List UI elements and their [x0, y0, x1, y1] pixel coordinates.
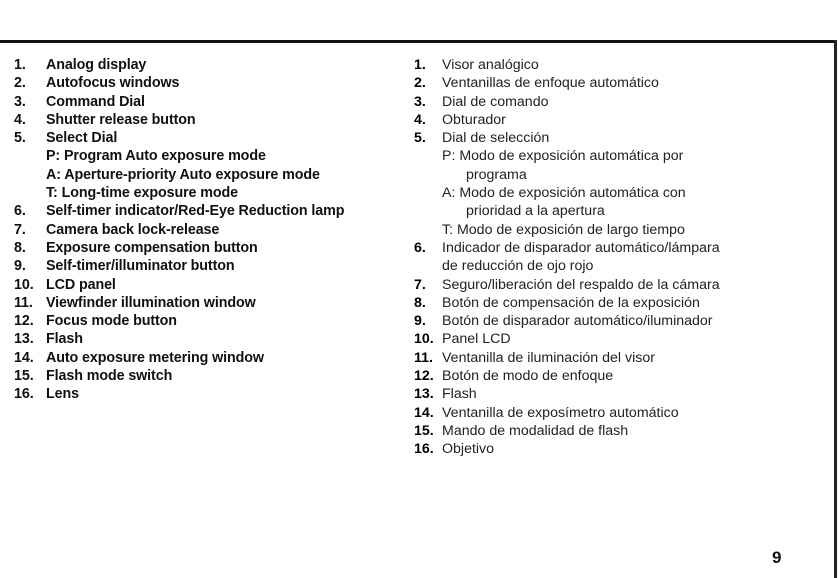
item-number: 6.: [414, 239, 426, 256]
item-number: 9.: [414, 313, 426, 330]
list-item: [414, 422, 824, 440]
top-rule: [0, 40, 834, 43]
item-number: 11.: [14, 294, 33, 311]
english-parts-list: [14, 56, 394, 404]
list-item: [414, 202, 824, 220]
list-item: [414, 349, 824, 367]
item-label: Autofocus windows: [46, 75, 180, 92]
item-number: 3.: [414, 93, 426, 110]
item-number: 9.: [14, 258, 26, 275]
item-number: 15.: [14, 368, 34, 385]
item-number: 5.: [414, 130, 426, 147]
list-item: [414, 93, 824, 111]
list-item: [414, 74, 824, 92]
item-label: P: Program Auto exposure mode: [46, 148, 266, 165]
item-number: 14.: [414, 404, 434, 421]
item-label: de reducción de ojo rojo: [442, 258, 594, 275]
list-item: [414, 367, 824, 385]
item-number: 3.: [14, 93, 26, 110]
list-item: [414, 404, 824, 422]
item-label: Obturador: [442, 111, 506, 128]
list-item: [414, 294, 824, 312]
item-number: [414, 147, 442, 165]
list-item: [414, 111, 824, 129]
list-item: [414, 312, 824, 330]
list-item: [14, 330, 394, 348]
item-number: 2.: [414, 75, 426, 92]
item-label: Flash mode switch: [46, 368, 173, 385]
item-label: Botón de compensación de la exposición: [442, 294, 700, 311]
item-label: Shutter release button: [46, 111, 196, 128]
item-label: Flash: [46, 331, 83, 348]
item-number: 15.: [414, 422, 434, 439]
list-item: [14, 129, 394, 147]
item-label: T: Modo de exposición de largo tiempo: [442, 221, 685, 238]
list-item: [414, 276, 824, 294]
list-item: [14, 111, 394, 129]
item-number: 16.: [14, 386, 34, 403]
item-number: 10.: [414, 331, 434, 348]
item-label: Exposure compensation button: [46, 239, 258, 256]
list-item: [414, 56, 824, 74]
list-item: [14, 166, 394, 184]
item-label: Ventanillas de enfoque automático: [442, 75, 659, 92]
item-label: Ventanilla de exposímetro automático: [442, 404, 679, 421]
list-item: [414, 221, 824, 239]
list-item: [414, 129, 824, 147]
item-number: [14, 184, 46, 202]
item-number: 5.: [14, 130, 26, 147]
item-label: Camera back lock-release: [46, 221, 220, 238]
page-number: 9: [772, 548, 782, 567]
item-label: Select Dial: [46, 130, 118, 147]
item-label: programa: [466, 166, 527, 183]
item-number: 7.: [414, 276, 426, 293]
item-number: 11.: [414, 349, 433, 366]
list-item: [14, 312, 394, 330]
list-item: [14, 385, 394, 403]
item-label: Auto exposure metering window: [46, 349, 264, 366]
spanish-parts-list: [414, 56, 824, 459]
item-label: A: Aperture-priority Auto exposure mode: [46, 166, 320, 183]
list-item: [14, 147, 394, 165]
item-label: Mando de modalidad de flash: [442, 422, 629, 439]
item-label: Flash: [442, 386, 477, 403]
list-item: [14, 349, 394, 367]
item-label: Focus mode button: [46, 313, 177, 330]
page-edge: [834, 40, 837, 578]
item-label: P: Modo de exposición automática por: [442, 148, 684, 165]
list-item: [14, 56, 394, 74]
item-number: 13.: [14, 331, 34, 348]
item-label: Botón de disparador automático/iluminador: [442, 313, 713, 330]
list-item: [414, 330, 824, 348]
list-item: [14, 221, 394, 239]
item-number: 2.: [14, 75, 26, 92]
item-label: Dial de selección: [442, 130, 550, 147]
item-number: 1.: [414, 57, 426, 73]
item-number: [414, 257, 442, 275]
item-label: Viewfinder illumination window: [46, 294, 256, 311]
item-number: [14, 147, 46, 165]
item-label: Indicador de disparador automático/lámpara: [442, 239, 720, 256]
list-item: [14, 184, 394, 202]
list-item: [14, 257, 394, 275]
list-item: [14, 239, 394, 257]
item-label: Self-timer/illuminator button: [46, 258, 235, 275]
item-label: Panel LCD: [442, 331, 511, 348]
list-item: [414, 385, 824, 403]
list-item: [14, 93, 394, 111]
list-item: [14, 367, 394, 385]
item-number: [414, 184, 442, 202]
list-item: [414, 257, 824, 275]
list-item: [414, 166, 824, 184]
item-label: Self-timer indicator/Red-Eye Reduction lamp: [46, 203, 345, 220]
item-number: 14.: [14, 349, 34, 366]
item-label: A: Modo de exposición automática con: [442, 185, 686, 202]
item-number: 6.: [14, 203, 26, 220]
item-number: 7.: [14, 221, 26, 238]
list-item: [14, 74, 394, 92]
item-number: 4.: [414, 111, 426, 128]
list-item: [14, 202, 394, 220]
item-number: [14, 166, 46, 184]
list-item: [414, 147, 824, 165]
item-number: 8.: [14, 239, 26, 256]
list-item: [14, 294, 394, 312]
item-number: 4.: [14, 111, 26, 128]
list-item: [14, 276, 394, 294]
item-number: 10.: [14, 276, 34, 293]
item-label: Ventanilla de iluminación del visor: [442, 349, 655, 366]
list-item: [414, 184, 824, 202]
item-label: Analog display: [46, 57, 147, 73]
item-number: 12.: [14, 313, 34, 330]
item-label: Objetivo: [442, 441, 495, 458]
item-number: 13.: [414, 386, 434, 403]
item-number: 8.: [414, 294, 426, 311]
item-number: [414, 202, 442, 220]
item-number: 1.: [14, 57, 26, 73]
list-item: [414, 440, 824, 458]
item-number: 16.: [414, 441, 434, 458]
item-label: Visor analógico: [442, 57, 539, 73]
item-label: Seguro/liberación del respaldo de la cámara: [442, 276, 720, 293]
item-label: prioridad a la apertura: [466, 203, 605, 220]
item-number: [414, 221, 442, 239]
item-label: LCD panel: [46, 276, 116, 293]
item-label: Command Dial: [46, 93, 145, 110]
list-item: [414, 239, 824, 257]
item-label: T: Long-time exposure mode: [46, 185, 239, 202]
item-number: 12.: [414, 368, 434, 385]
item-number: [414, 166, 442, 184]
item-label: Botón de modo de enfoque: [442, 368, 614, 385]
item-label: Dial de comando: [442, 93, 549, 110]
item-label: Lens: [46, 386, 79, 403]
